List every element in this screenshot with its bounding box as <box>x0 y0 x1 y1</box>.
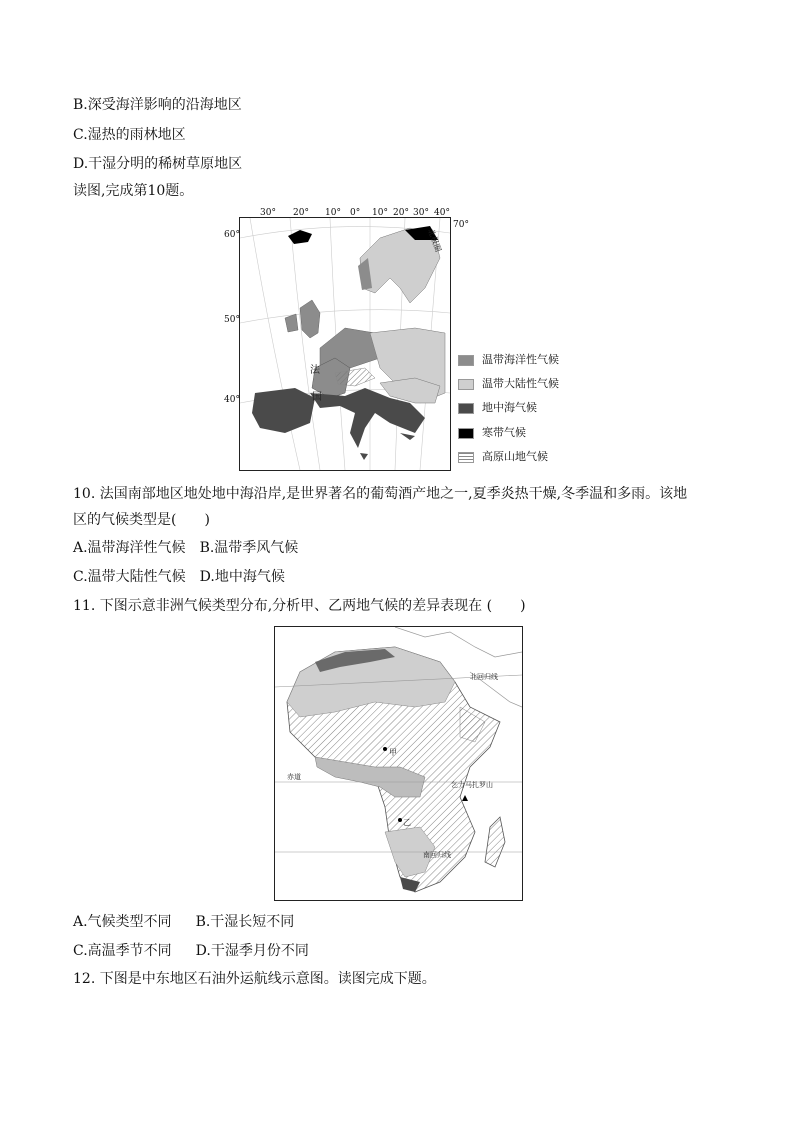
q11-option-b[interactable]: B.干湿长短不同 <box>195 914 295 930</box>
lat-label-50: 50° <box>224 315 240 325</box>
legend-swatch <box>458 403 474 414</box>
option-d-previous: D.干湿分明的稀树草原地区 <box>73 156 243 172</box>
question-10-options-cd <box>73 567 285 587</box>
q10-option-c[interactable]: C.温带大陆性气候 <box>73 569 186 585</box>
question-12: 12. 下图是中东地区石油外运航线示意图。读图完成下题。 <box>73 971 436 987</box>
legend-label: 温带海洋性气候 <box>482 353 559 366</box>
equator-label: 赤道 <box>287 773 301 781</box>
lon-label-20w: 20° <box>293 208 309 218</box>
read-map-instruction: 读图,完成第10题。 <box>73 183 194 199</box>
q11-option-a[interactable]: A.气候类型不同 <box>73 914 172 930</box>
legend-polar <box>458 426 526 440</box>
legend-oceanic <box>458 353 559 367</box>
legend-swatch <box>458 355 474 366</box>
lon-label-10w: 10° <box>325 208 341 218</box>
question-11-options-cd <box>73 941 309 961</box>
lon-label-30e: 30° <box>413 208 429 218</box>
legend-label: 温带大陆性气候 <box>482 377 559 390</box>
lon-label-70: 70° <box>453 220 469 230</box>
lon-label-0: 0° <box>350 208 361 218</box>
legend-swatch <box>458 379 474 390</box>
lat-label-40: 40° <box>224 395 240 405</box>
q10-option-a[interactable]: A.温带海洋性气候 <box>73 540 186 556</box>
tropic-cancer-label: 北回归线 <box>470 673 498 681</box>
q10-option-b[interactable]: B.温带季风气候 <box>199 540 299 556</box>
france-label-2: 国 <box>312 392 322 403</box>
legend-label: 地中海气候 <box>482 401 537 414</box>
legend-swatch <box>458 452 474 463</box>
legend-highland <box>458 450 548 464</box>
question-10-line-2: 区的气候类型是( ) <box>73 512 210 528</box>
yi-label: 乙 <box>403 818 411 827</box>
legend-label: 高原山地气候 <box>482 450 548 463</box>
europe-map-drawing <box>240 218 450 470</box>
option-c-previous: C.湿热的雨林地区 <box>73 127 186 143</box>
jia-point <box>383 747 387 751</box>
africa-map-drawing <box>275 627 522 900</box>
yi-point <box>398 818 402 822</box>
arctic-circle-label: 北极圈 <box>426 227 443 254</box>
question-10-line-1: 10. 法国南部地区地处地中海沿岸,是世界著名的葡萄酒产地之一,夏季炎热干燥,冬季温和多雨。该地 <box>73 486 688 502</box>
lon-label-40e: 40° <box>434 208 450 218</box>
legend-swatch <box>458 428 474 439</box>
q11-option-c[interactable]: C.高温季节不同 <box>73 943 172 959</box>
tropic-capricorn-label: 南回归线 <box>423 851 451 859</box>
legend-label: 寒带气候 <box>482 426 526 439</box>
lon-label-30w: 30° <box>260 208 276 218</box>
legend-mediterranean <box>458 401 537 415</box>
lat-label-60: 60° <box>224 230 240 240</box>
kilimanjaro-label: 乞力马扎罗山 <box>451 781 493 789</box>
europe-climate-map <box>239 217 451 471</box>
question-10-options-ab <box>73 538 298 558</box>
lon-label-10e: 10° <box>372 208 388 218</box>
question-11-options-ab <box>73 912 294 932</box>
lon-label-20e: 20° <box>393 208 409 218</box>
legend-continental <box>458 377 559 391</box>
france-label-1: 法 <box>310 365 320 376</box>
africa-climate-map <box>274 626 523 901</box>
jia-label: 甲 <box>389 748 397 757</box>
question-11: 11. 下图示意非洲气候类型分布,分析甲、乙两地气候的差异表现在 ( ) <box>73 598 526 614</box>
q10-option-d[interactable]: D.地中海气候 <box>199 569 285 585</box>
kilimanjaro-marker <box>462 795 468 801</box>
option-b-previous: B.深受海洋影响的沿海地区 <box>73 97 242 113</box>
q11-option-d[interactable]: D.干湿季月份不同 <box>195 943 309 959</box>
